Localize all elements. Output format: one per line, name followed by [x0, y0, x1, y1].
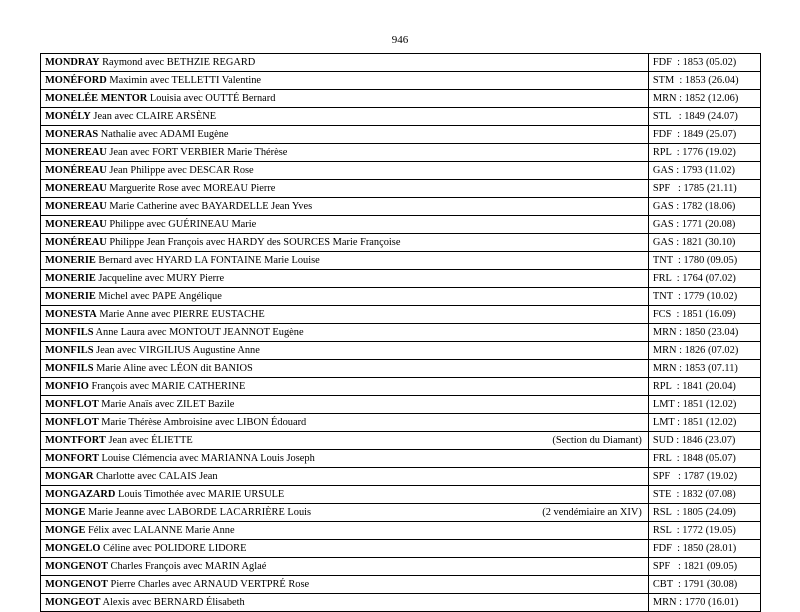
- table-row: [41, 558, 761, 576]
- table-row: [41, 414, 761, 432]
- entry-details: Marie Thérèse Ambroisine avec LIBON Édouard: [101, 417, 307, 428]
- reference-cell: MRN : 1826 (07.02): [648, 342, 760, 360]
- surname: MONERIE: [45, 291, 96, 302]
- surname: MONÉLY: [45, 111, 91, 122]
- entry-details: Pierre Charles avec ARNAUD VERTPRÉ Rose: [110, 579, 310, 590]
- surname: MONEREAU: [45, 147, 107, 158]
- marriage-register-table: [40, 53, 761, 612]
- reference-cell: SPF : 1821 (09.05): [648, 558, 760, 576]
- entry-details: Jean avec FORT VERBIER Marie Thérèse: [109, 147, 288, 158]
- surname: MONGENOT: [45, 561, 108, 572]
- couple-cell: [41, 144, 649, 162]
- reference-cell: SPF : 1785 (21.11): [648, 180, 760, 198]
- surname: MONEREAU: [45, 201, 107, 212]
- page-number: 946: [391, 34, 409, 46]
- table-row: [41, 450, 761, 468]
- table-row: [41, 270, 761, 288]
- couple-cell: [41, 558, 649, 576]
- reference-cell: GAS : 1782 (18.06): [648, 198, 760, 216]
- table-row: [41, 396, 761, 414]
- table-row: [41, 522, 761, 540]
- entry-details: Maximin avec TELLETTI Valentine: [109, 75, 262, 86]
- entry-details: Céline avec POLIDORE LIDORE: [103, 543, 247, 554]
- entry-details: Louise Clémencia avec MARIANNA Louis Joseph: [101, 453, 315, 464]
- surname: MONFILS: [45, 345, 94, 356]
- surname: MONERAS: [45, 129, 99, 140]
- table-row: [41, 468, 761, 486]
- reference-cell: STL : 1849 (24.07): [648, 108, 760, 126]
- entry-details: Louisia avec OUTTÉ Bernard: [149, 93, 276, 104]
- reference-cell: TNT : 1780 (09.05): [648, 252, 760, 270]
- surname: MONEREAU: [45, 183, 107, 194]
- table-row: [41, 198, 761, 216]
- table-row: [41, 144, 761, 162]
- surname: MONGELO: [45, 543, 101, 554]
- reference-cell: GAS : 1793 (11.02): [648, 162, 760, 180]
- reference-cell: RSL : 1805 (24.09): [648, 504, 760, 522]
- couple-cell: [41, 90, 649, 108]
- reference-cell: RSL : 1772 (19.05): [648, 522, 760, 540]
- table-row: [41, 540, 761, 558]
- reference-cell: FDF : 1849 (25.07): [648, 126, 760, 144]
- entry-details: Jacqueline avec MURY Pierre: [98, 273, 225, 284]
- surname: MONÉREAU: [45, 165, 107, 176]
- couple-cell: [41, 288, 649, 306]
- entry-details: Raymond avec BETHZIE REGARD: [102, 57, 256, 68]
- surname: MONGEOT: [45, 597, 101, 608]
- entry-details: François avec MARIE CATHERINE: [91, 381, 246, 392]
- entry-details: Marie Jeanne avec LABORDE LACARRIÈRE Louis: [88, 507, 312, 518]
- surname: MONGAR: [45, 471, 94, 482]
- entry-details: Bernard avec HYARD LA FONTAINE Marie Louise: [98, 255, 320, 266]
- table-row: [41, 252, 761, 270]
- entry-details: Marie Aline avec LÉON dit BANIOS: [96, 363, 253, 374]
- surname: MONGE: [45, 507, 86, 518]
- surname: MONDRAY: [45, 57, 100, 68]
- reference-cell: LMT : 1851 (12.02): [648, 414, 760, 432]
- entry-details: Marie Anaïs avec ZILET Bazile: [101, 399, 235, 410]
- surname: MONERIE: [45, 273, 96, 284]
- entry-details: Nathalie avec ADAMI Eugène: [100, 129, 229, 140]
- table-row: [41, 360, 761, 378]
- entry-details: Jean avec ÉLIETTE: [108, 435, 193, 446]
- surname: MONEREAU: [45, 219, 107, 230]
- reference-cell: GAS : 1821 (30.10): [648, 234, 760, 252]
- entry-details: Marguerite Rose avec MOREAU Pierre: [109, 183, 276, 194]
- couple-cell: [41, 162, 649, 180]
- table-row: [41, 162, 761, 180]
- reference-cell: STE : 1832 (07.08): [648, 486, 760, 504]
- surname: MONGENOT: [45, 579, 108, 590]
- table-row: [41, 378, 761, 396]
- table-row: [41, 180, 761, 198]
- couple-cell: [41, 504, 649, 522]
- reference-cell: MRN : 1852 (12.06): [648, 90, 760, 108]
- couple-cell: [41, 522, 649, 540]
- reference-cell: CBT : 1791 (30.08): [648, 576, 760, 594]
- surname: MONFLOT: [45, 399, 99, 410]
- entry-details: Charlotte avec CALAIS Jean: [96, 471, 218, 482]
- table-row: [41, 72, 761, 90]
- table-row: [41, 576, 761, 594]
- table-row: [41, 234, 761, 252]
- surname: MONERIE: [45, 255, 96, 266]
- couple-cell: [41, 306, 649, 324]
- surname: MONFILS: [45, 327, 94, 338]
- couple-cell: [41, 72, 649, 90]
- couple-cell: [41, 216, 649, 234]
- entry-details: Michel avec PAPE Angélique: [98, 291, 222, 302]
- couple-cell: [41, 360, 649, 378]
- table-row: [41, 126, 761, 144]
- couple-cell: [41, 342, 649, 360]
- table-row: [41, 486, 761, 504]
- reference-cell: RPL : 1841 (20.04): [648, 378, 760, 396]
- couple-cell: [41, 594, 649, 612]
- couple-cell: [41, 540, 649, 558]
- surname: MONELÉE MENTOR: [45, 93, 148, 104]
- entry-details: Marie Catherine avec BAYARDELLE Jean Yves: [109, 201, 313, 212]
- table-row: [41, 594, 761, 612]
- table-row: [41, 216, 761, 234]
- reference-cell: SPF : 1787 (19.02): [648, 468, 760, 486]
- reference-cell: FRL : 1764 (07.02): [648, 270, 760, 288]
- couple-cell: [41, 108, 649, 126]
- entry-details: Félix avec LALANNE Marie Anne: [88, 525, 235, 536]
- entry-details: Jean avec VIRGILIUS Augustine Anne: [96, 345, 260, 356]
- reference-cell: MRN : 1853 (07.11): [648, 360, 760, 378]
- surname: MONTFORT: [45, 435, 106, 446]
- couple-cell: [41, 486, 649, 504]
- table-row: [41, 342, 761, 360]
- reference-cell: FDF : 1853 (05.02): [648, 54, 760, 72]
- reference-cell: LMT : 1851 (12.02): [648, 396, 760, 414]
- surname: MONÉREAU: [45, 237, 107, 248]
- register-body: [41, 54, 761, 612]
- reference-cell: FDF : 1850 (28.01): [648, 540, 760, 558]
- couple-cell: [41, 198, 649, 216]
- surname: MONGE: [45, 525, 86, 536]
- couple-cell: [41, 180, 649, 198]
- entry-details: Marie Anne avec PIERRE EUSTACHE: [99, 309, 265, 320]
- surname: MONÉFORD: [45, 75, 107, 86]
- surname: MONFILS: [45, 363, 94, 374]
- entry-note: (Section du Diamant): [552, 435, 642, 446]
- couple-cell: [41, 468, 649, 486]
- couple-cell: [41, 270, 649, 288]
- couple-cell: [41, 378, 649, 396]
- couple-cell: [41, 252, 649, 270]
- couple-cell: [41, 234, 649, 252]
- surname: MONESTA: [45, 309, 97, 320]
- surname: MONFLOT: [45, 417, 99, 428]
- reference-cell: RPL : 1776 (19.02): [648, 144, 760, 162]
- entry-note: (2 vendémiaire an XIV): [542, 507, 642, 518]
- table-row: [41, 108, 761, 126]
- table-row: [41, 54, 761, 72]
- table-row: [41, 324, 761, 342]
- table-row: [41, 90, 761, 108]
- reference-cell: MRN : 1850 (23.04): [648, 324, 760, 342]
- entry-details: Alexis avec BERNARD Élisabeth: [102, 597, 245, 608]
- couple-cell: [41, 126, 649, 144]
- reference-cell: STM : 1853 (26.04): [648, 72, 760, 90]
- couple-cell: [41, 414, 649, 432]
- table-row: [41, 504, 761, 522]
- surname: MONGAZARD: [45, 489, 116, 500]
- table-row: [41, 306, 761, 324]
- entry-details: Anne Laura avec MONTOUT JEANNOT Eugène: [95, 327, 304, 338]
- couple-cell: [41, 324, 649, 342]
- entry-details: Philippe Jean François avec HARDY des SOURCES Marie Françoise: [109, 237, 401, 248]
- reference-cell: FCS : 1851 (16.09): [648, 306, 760, 324]
- couple-cell: [41, 576, 649, 594]
- reference-cell: TNT : 1779 (10.02): [648, 288, 760, 306]
- surname: MONFORT: [45, 453, 99, 464]
- reference-cell: MRN : 1770 (16.01): [648, 594, 760, 612]
- entry-details: Louis Timothée avec MARIE URSULE: [118, 489, 285, 500]
- entry-details: Charles François avec MARIN Aglaé: [110, 561, 267, 572]
- couple-cell: [41, 396, 649, 414]
- entry-details: Jean avec CLAIRE ARSÈNE: [93, 111, 217, 122]
- surname: MONFIO: [45, 381, 89, 392]
- reference-cell: FRL : 1848 (05.07): [648, 450, 760, 468]
- couple-cell: [41, 54, 649, 72]
- reference-cell: SUD : 1846 (23.07): [648, 432, 760, 450]
- couple-cell: [41, 432, 649, 450]
- couple-cell: [41, 450, 649, 468]
- entry-details: Philippe avec GUÉRINEAU Marie: [109, 219, 257, 230]
- entry-details: Jean Philippe avec DESCAR Rose: [109, 165, 254, 176]
- table-row: [41, 288, 761, 306]
- table-row: [41, 432, 761, 450]
- reference-cell: GAS : 1771 (20.08): [648, 216, 760, 234]
